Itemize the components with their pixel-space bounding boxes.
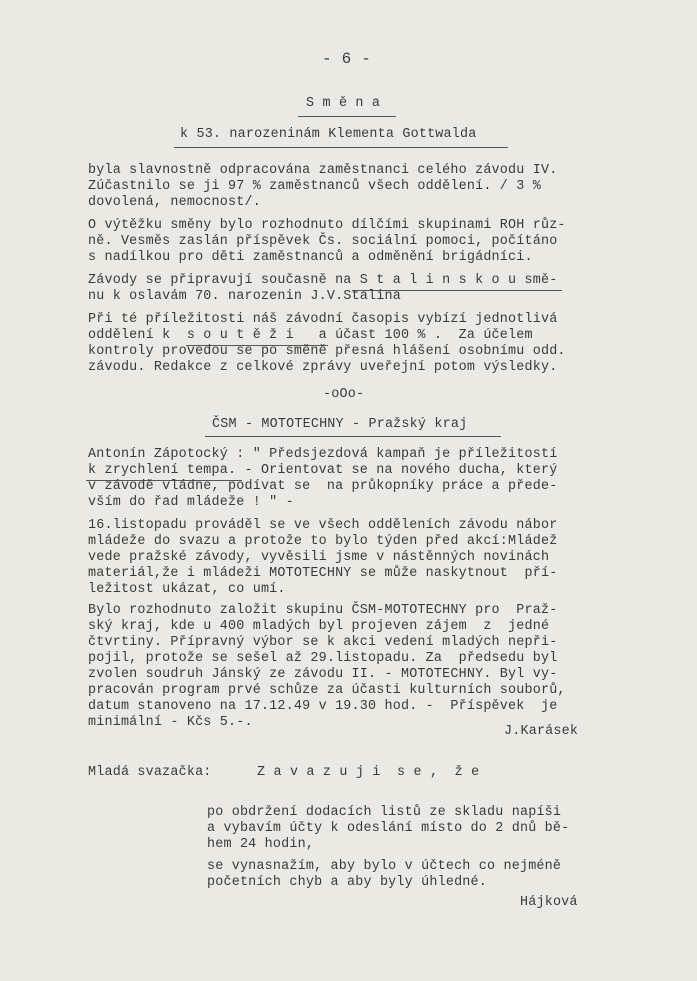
- text-line: kontroly provedou se po směně přesná hlášení osobnímu odd.: [88, 344, 566, 359]
- signature-hajkova: Hájková: [520, 895, 578, 910]
- text-line: ležitost ukázat, co umí.: [88, 582, 286, 597]
- text-line: minimální - Kčs 5.-.: [88, 715, 253, 730]
- text-line: datum stanoveno na 17.12.49 v 19.30 hod. - Příspěvek je: [88, 699, 558, 714]
- heading-underline: [205, 436, 501, 437]
- text-line: materiál,že i mládeži MOTOTECHNY se může naskytnout pří-: [88, 566, 558, 581]
- text-line: pojil, protože se sešel až 29.listopadu. Za předsedu byl: [88, 651, 558, 666]
- text-line: nu k oslavám 70. narozenin J.V.Stalina: [88, 289, 401, 304]
- text-line: a vybavím účty k odeslání místo do 2 dnů bě-: [207, 821, 570, 836]
- pledge-heading: Z a v a z u j i s e , ž e: [257, 765, 480, 780]
- text-line: k zrychlení tempa. - Orientovat se na nového ducha, který: [88, 463, 558, 478]
- text-line: po obdržení dodacích listů ze skladu napíši: [207, 805, 562, 820]
- text-line: závodu. Redakce z celkové zprávy uveřejní potom výsledky.: [88, 360, 558, 375]
- text-line: ně. Vesměs zaslán příspěvek Čs. sociální pomoci, počítáno: [88, 234, 558, 249]
- pledge-label: Mladá svazačka:: [88, 765, 212, 780]
- text-line: v závodě vládne, podívat se na průkopníky práce a přede-: [88, 479, 558, 494]
- section-heading-smena: S m ě n a: [306, 96, 381, 111]
- text-line: s nadílkou pro děti zaměstnanců a odměnění brigádníci.: [88, 250, 533, 265]
- text-line: Závody se připravují současně na S t a l i n s k o u smě-: [88, 273, 558, 288]
- text-line: Zúčastnilo se ji 97 % zaměstnanců všech oddělení. / 3 %: [88, 179, 541, 194]
- text-line: Bylo rozhodnuto založit skupinu ČSM-MOTOTECHNY pro Praž-: [88, 603, 558, 618]
- text-line: O výtěžku směny bylo rozhodnuto dílčími skupinami ROH růz-: [88, 218, 566, 233]
- text-line: zvolen soudruh Jánský ze závodu II. - MOTOTECHNY. Byl vy-: [88, 667, 558, 682]
- text-line: byla slavnostně odpracována zaměstnanci celého závodu IV.: [88, 163, 558, 178]
- text-line: vede pražské závody, vyvěsili jsme v nástěnných novinách: [88, 550, 550, 565]
- text-line: pracován program prvé schůze za účasti kulturních souborů,: [88, 683, 566, 698]
- section-subheading: k 53. narozeninám Klementa Gottwalda: [180, 127, 477, 142]
- separator: -oOo-: [323, 387, 365, 402]
- text-line: čtvrtiny. Přípravný výbor se k akci vedení mladých nepři-: [88, 635, 558, 650]
- signature-karasek: J.Karásek: [504, 724, 579, 739]
- text-line: 16.listopadu prováděl se ve všech odděleních závodu nábor: [88, 518, 558, 533]
- text-line: mládeže do svazu a protože to bylo týden před akcí:Mládež: [88, 534, 558, 549]
- page-number: - 6 -: [322, 50, 372, 68]
- text-line: početních chyb a aby byly úhledné.: [207, 875, 488, 890]
- text-line: Antonín Zápotocký : " Předsjezdová kampaň je příležitostí: [88, 447, 558, 462]
- text-line: se vynasnažím, aby bylo v účtech co nejméně: [207, 859, 562, 874]
- text-line: vším do řad mládeže ! " -: [88, 495, 294, 510]
- text-line: dovolená, nemocnost/.: [88, 195, 261, 210]
- section-heading-csm: ČSM - MOTOTECHNY - Pražský kraj: [212, 417, 468, 432]
- subheading-underline: [174, 147, 508, 148]
- text-line: oddělení k s o u t ě ž i a účast 100 % . Za účelem: [88, 328, 533, 343]
- text-line: ský kraj, kde u 400 mladých byl projeven zájem z jedné: [88, 619, 550, 634]
- text-line: Při té příležitosti náš závodní časopis vybízí jednotlivá: [88, 312, 558, 327]
- text-line: hem 24 hodin,: [207, 837, 315, 852]
- heading-underline: [298, 116, 396, 117]
